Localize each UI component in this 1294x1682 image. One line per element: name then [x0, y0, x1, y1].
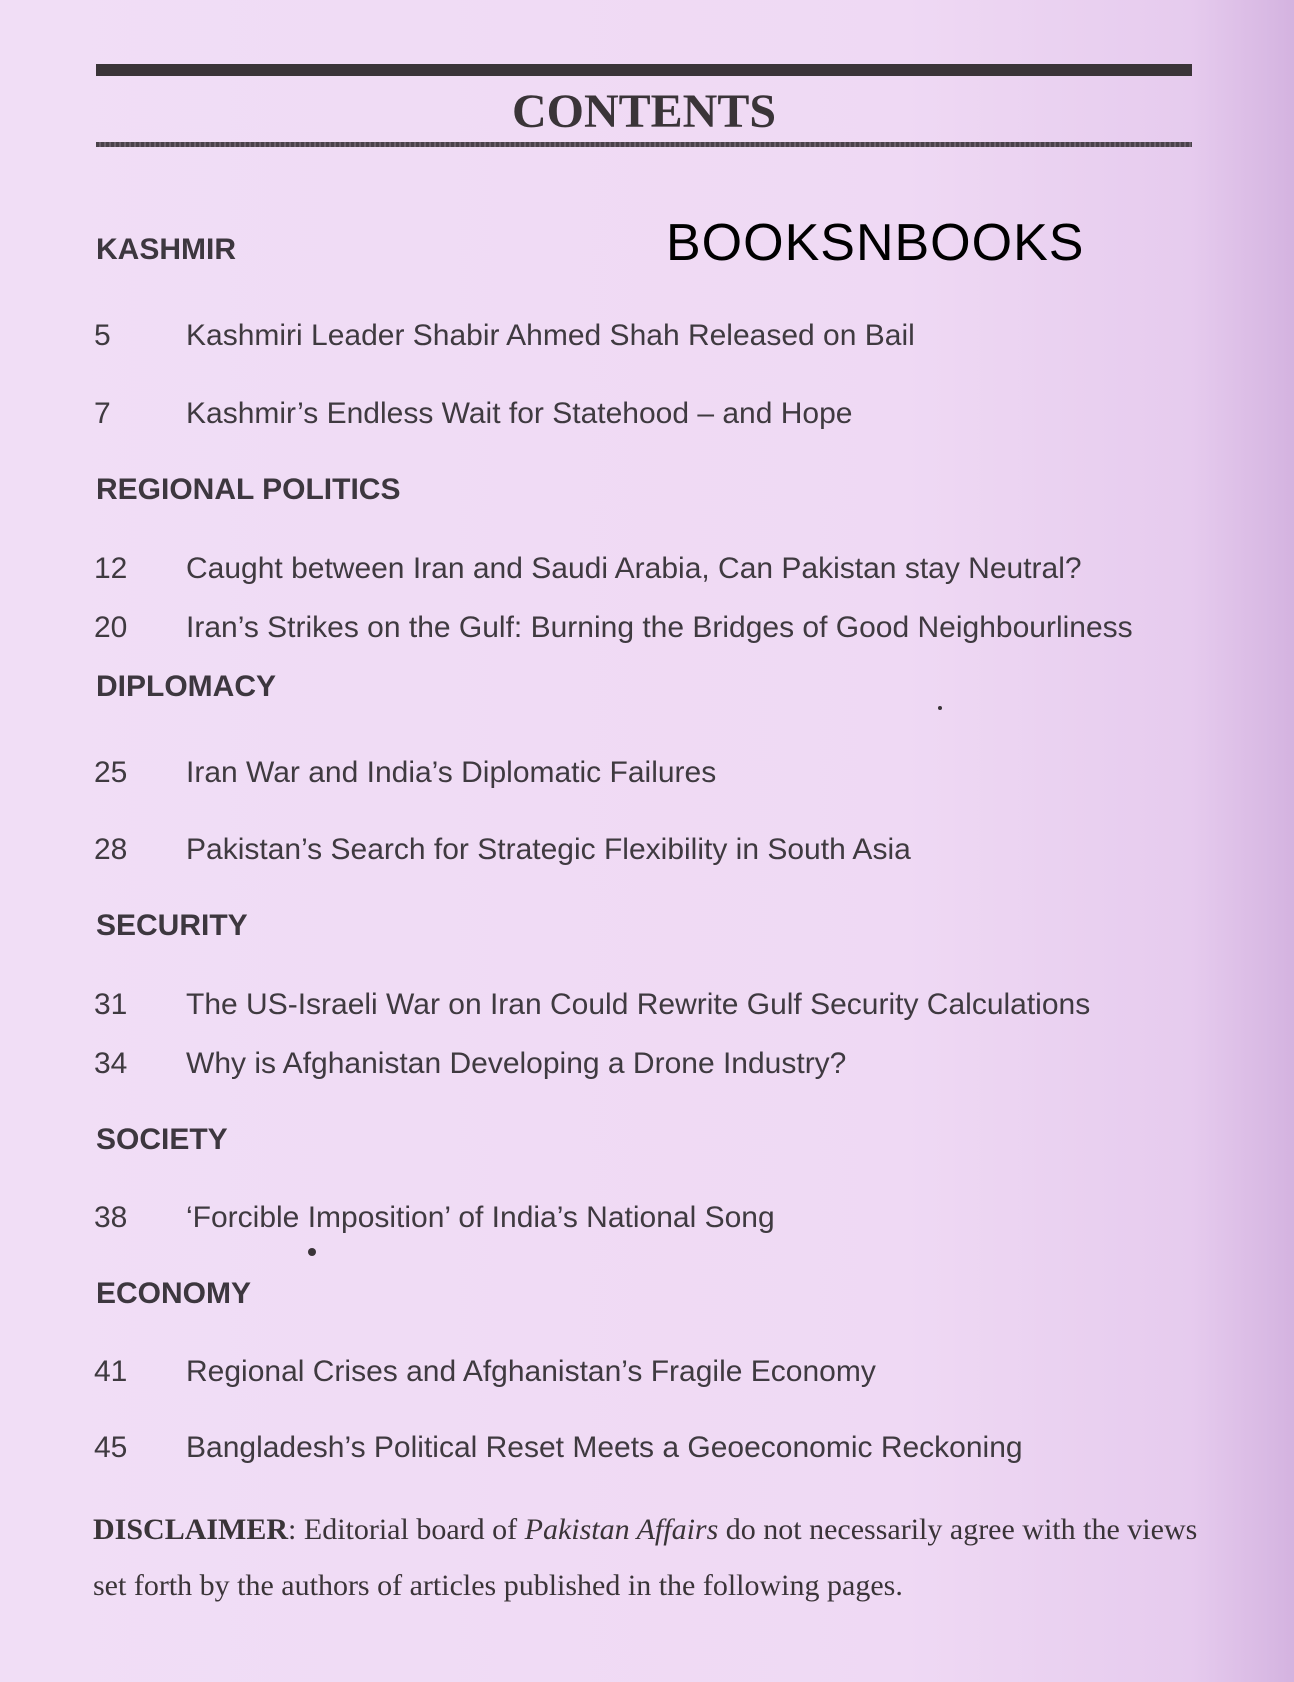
disclaimer	[93, 1502, 1203, 1614]
page-number: 25	[94, 756, 128, 789]
page-number: 45	[94, 1431, 128, 1464]
bottom-rule	[96, 142, 1192, 147]
page-number: 7	[94, 397, 111, 430]
section-heading-diplomacy: DIPLOMACY	[96, 670, 276, 703]
toc-entry[interactable]	[94, 1354, 1204, 1390]
page-number: 28	[94, 833, 128, 866]
ink-speck	[308, 1248, 316, 1256]
top-rule	[96, 64, 1192, 76]
toc-entry[interactable]	[94, 832, 1204, 868]
toc-entry[interactable]	[94, 1430, 1204, 1466]
toc-entry[interactable]	[94, 987, 1204, 1023]
section-heading-society: SOCIETY	[96, 1123, 228, 1156]
toc-entry[interactable]	[94, 1200, 1204, 1236]
article-title: Bangladesh’s Political Reset Meets a Geoeconomic Reckoning	[186, 1431, 1023, 1464]
section-heading-security: SECURITY	[96, 909, 248, 942]
toc-entry[interactable]	[94, 396, 1204, 432]
article-title: Kashmiri Leader Shabir Ahmed Shah Released on Bail	[186, 319, 915, 352]
toc-entry[interactable]	[94, 318, 1204, 354]
article-title: Regional Crises and Afghanistan’s Fragile Economy	[186, 1355, 876, 1388]
article-title: The US-Israeli War on Iran Could Rewrite Gulf Security Calculations	[186, 988, 1091, 1021]
disclaimer-lead: DISCLAIMER	[93, 1513, 289, 1546]
page-number: 5	[94, 319, 111, 352]
watermark: BOOKSNBOOKS	[666, 214, 1085, 272]
page-number: 41	[94, 1355, 128, 1388]
section-heading-kashmir: KASHMIR	[96, 233, 236, 266]
toc-entry[interactable]	[94, 610, 1204, 646]
section-heading-economy: ECONOMY	[96, 1277, 252, 1310]
page-number: 20	[94, 611, 128, 644]
article-title: Pakistan’s Search for Strategic Flexibility in South Asia	[186, 833, 911, 866]
article-title: Iran’s Strikes on the Gulf: Burning the Bridges of Good Neighbourliness	[186, 611, 1133, 644]
toc-entry[interactable]	[94, 755, 1204, 791]
page-title: CONTENTS	[511, 85, 777, 138]
publication-name: Pakistan Affairs	[524, 1513, 719, 1546]
article-title: ‘Forcible Imposition’ of India’s National Song	[186, 1201, 775, 1234]
page-number: 31	[94, 988, 128, 1021]
section-heading-regional-politics: REGIONAL POLITICS	[96, 473, 401, 506]
toc-entry[interactable]	[94, 551, 1204, 587]
article-title: Iran War and India’s Diplomatic Failures	[186, 756, 717, 789]
disclaimer-text: : Editorial board of	[288, 1513, 525, 1546]
page-number: 12	[94, 552, 128, 585]
page-number: 34	[94, 1047, 128, 1080]
disclaimer-text: do not necessarily agree with the views set forth by the authors of articles published in the following pages.	[93, 1513, 1198, 1602]
article-title: Kashmir’s Endless Wait for Statehood – and Hope	[186, 397, 853, 430]
ink-speck	[938, 706, 942, 710]
page-number: 38	[94, 1201, 128, 1234]
article-title: Why is Afghanistan Developing a Drone Industry?	[186, 1047, 847, 1080]
article-title: Caught between Iran and Saudi Arabia, Can Pakistan stay Neutral?	[186, 552, 1082, 585]
toc-entry[interactable]	[94, 1046, 1204, 1082]
